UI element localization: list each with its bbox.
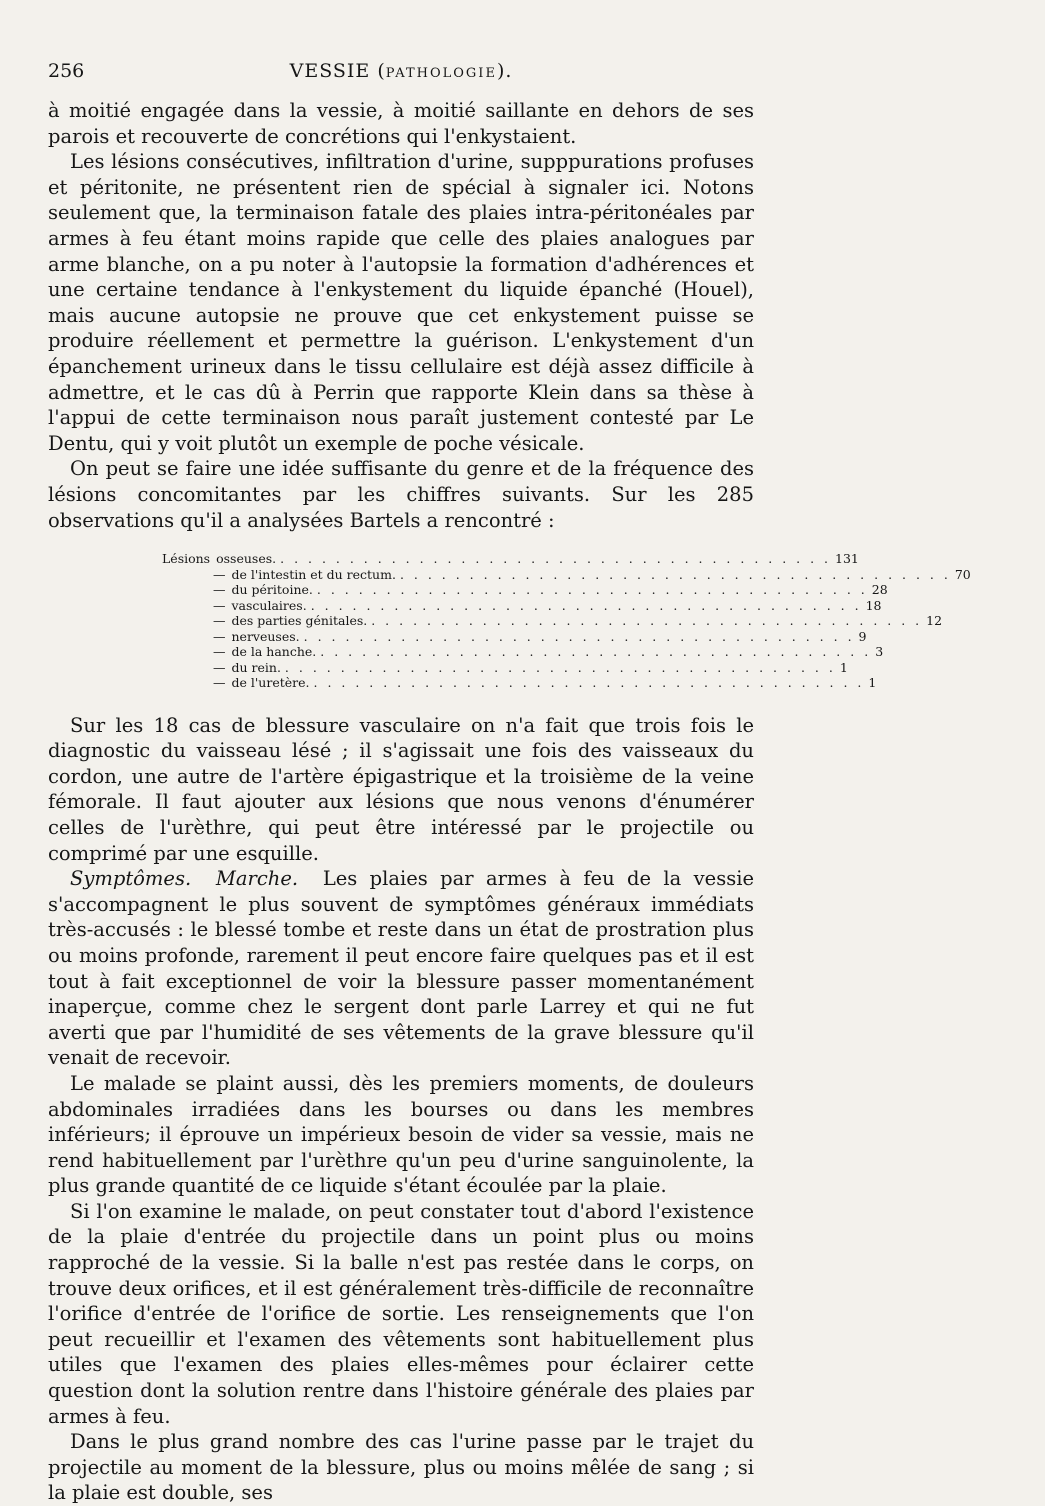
stat-row: [48, 551, 859, 567]
stat-label: [48, 644, 316, 660]
stat-label: [48, 567, 396, 583]
stat-row: [48, 613, 943, 629]
leader-dots: . . . . . . . . . . . . . . . . . . . . . . . . . . . . . . . . . . . . . . . .: [313, 675, 865, 691]
stat-label-text: nerveuses.: [231, 628, 300, 644]
running-head-title: VESSIE: [289, 60, 371, 82]
stat-label-text: de l'intestin et du rectum.: [231, 566, 396, 582]
stat-row: [48, 566, 971, 583]
stat-dash: —: [213, 582, 226, 598]
stat-value: 70: [954, 566, 971, 582]
stat-value: 1: [868, 675, 877, 691]
leader-dots: . . . . . . . . . . . . . . . . . . . . . . . . . . . . . . . . . . . . . . . .: [280, 551, 832, 567]
stat-label: [48, 598, 307, 614]
stat-label: [48, 660, 281, 676]
stat-value: 28: [871, 582, 888, 598]
stat-label-text: de la hanche.: [231, 644, 317, 660]
stat-value: 1: [839, 659, 848, 675]
stat-row: [48, 675, 877, 691]
leader-dots: . . . . . . . . . . . . . . . . . . . . . . . . . . . . . . . . . . . . . . . .: [316, 582, 868, 598]
stat-row: [48, 659, 848, 676]
paragraph-bartels: On peut se faire une idée suffisante du genre et de la fréquence des lésions concomitantes par les chiffres suivants. Sur les 285 observations qu'il a analysées Bartels a rencontré :: [48, 457, 754, 532]
leader-dots: . . . . . . . . . . . . . . . . . . . . . . . . . . . . . . . . . . . . . . . .: [310, 597, 862, 613]
stat-dash: —: [213, 659, 226, 675]
paragraph-examen: Si l'on examine le malade, on peut constater tout d'abord l'existence de la plaie d'entrée du projectile dans un point plus ou moins rapproché de la vessie. Si la balle n'est pas restée dans le corps, on trouve deux orifices, et il est généralement très-difficile de reconnaître l'orifice d'entrée de l'orifice de sortie. Les renseignements que l'on peut recueillir et l'examen des vêtements sont habituellement plus utiles que l'examen des plaies elles-mêmes pour éclairer cette question dont la solution rentre dans l'histoire générale des plaies par armes à feu.: [48, 1199, 754, 1428]
stat-row: [48, 597, 882, 614]
stat-dash: —: [213, 644, 226, 660]
section-heading-symptoms: Symptômes.: [70, 867, 192, 891]
page-header: [48, 60, 754, 98]
stat-label-text: du péritoine.: [231, 582, 313, 598]
paragraph-lesions: Les lésions consécutives, infiltration d'urine, supppurations profuses et péritonite, ne présentent rien de spécial à signaler ici. Notons seulement que, la terminaison fatale des plaies intra-péritonéales par armes à feu étant moins rapide que celle des plaies analogues par arme blanche, on a pu noter à l'autopsie la formation d'adhérences et une certaine tendance à l'enkystement du liquide épanché (Houel), mais aucune autopsie ne prouve que cet enkystement puisse se produire réellement et permettre la guérison. L'enkystement d'un épanchement urineux dans le tissu cellulaire est déjà assez difficile à admettre, et le cas dû à Perrin que rapporte Klein dans sa thèse à l'appui de cette terminaison nous paraît justement contesté par Le Dentu, qui y voit plutôt un exemple de poche vésicale.: [48, 150, 754, 455]
paragraph-continuation: à moitié engagée dans la vessie, à moitié saillante en dehors de ses parois et recouverte de concrétions qui l'enkystaient.: [48, 99, 754, 148]
stat-first-label: Lésions: [162, 551, 211, 567]
symptoms-text: Les plaies par armes à feu de la vessie s'accompagnent le plus souvent de symptômes généraux immédiats très-accusés : le blessé tombe et reste dans un état de prostration plus ou moins profonde, rarement il peut encore faire quelques pas et il est tout à fait exceptionnel de voir la blessure passer momentanément inaperçue, comme chez le sergent dont parle Larrey et qui ne fut averti que par l'humidité de ses vêtements de la grave blessure qu'il venait de recevoir.: [48, 867, 754, 1070]
stat-row: [48, 582, 888, 598]
stat-label: [48, 551, 276, 567]
paragraph-malade: Le malade se plaint aussi, dès les premiers moments, de douleurs abdominales irradiées dans les bourses ou dans les membres inférieurs; il éprouve un impérieux besoin de vider sa vessie, mais ne rend habituellement par l'urèthre qu'un peu d'urine sanguinolente, la plus grande quantité de ce liquide s'étant écoulée par la plaie.: [48, 1071, 754, 1198]
leader-dots: . . . . . . . . . . . . . . . . . . . . . . . . . . . . . . . . . . . . . . . .: [284, 659, 836, 675]
stat-label-text: du rein.: [231, 659, 281, 675]
leader-dots: . . . . . . . . . . . . . . . . . . . . . . . . . . . . . . . . . . . . . . . .: [303, 628, 855, 644]
stat-dash: —: [213, 613, 226, 629]
stat-value: 12: [926, 613, 943, 629]
leader-dots: . . . . . . . . . . . . . . . . . . . . . . . . . . . . . . . . . . . . . . . .: [399, 566, 951, 582]
stat-dash: —: [213, 628, 226, 644]
stat-row: [48, 628, 867, 645]
running-head: VESSIE (PATHOLOGIE).: [289, 60, 513, 82]
paragraph-symptoms: [48, 866, 754, 1071]
stat-dash: —: [213, 597, 226, 613]
stat-label-text: de l'uretère.: [231, 675, 310, 691]
lesion-statistics-table: [48, 551, 971, 691]
stat-label-text: des parties génitales.: [231, 613, 368, 629]
stat-dash: —: [213, 675, 226, 691]
stat-label-text: vasculaires.: [231, 597, 307, 613]
stat-value: 9: [858, 628, 867, 644]
stat-label: [48, 675, 310, 691]
leader-dots: . . . . . . . . . . . . . . . . . . . . . . . . . . . . . . . . . . . . . . . .: [320, 644, 872, 660]
stat-label: [48, 613, 367, 629]
leader-dots: . . . . . . . . . . . . . . . . . . . . . . . . . . . . . . . . . . . . . . . .: [371, 613, 923, 629]
stat-label: [48, 629, 300, 645]
page-number: 256: [48, 60, 85, 82]
stat-label: [48, 582, 313, 598]
stat-value: 131: [835, 551, 859, 567]
section-heading-marche: Marche.: [215, 867, 299, 891]
paragraph-urine: Dans le plus grand nombre des cas l'urine passe par le trajet du projectile au moment de la blessure, plus ou moins mêlée de sang ; si la plaie est double, ses: [48, 1430, 754, 1505]
stat-dash: —: [213, 566, 226, 582]
stat-value: 18: [865, 597, 882, 613]
stat-label-text: osseuses.: [216, 551, 277, 567]
stat-row: [48, 644, 884, 660]
stat-value: 3: [875, 644, 884, 660]
paragraph-vascular: Sur les 18 cas de blessure vasculaire on n'a fait que trois fois le diagnostic du vaisseau lésé ; il s'agissait une fois des vaisseaux du cordon, une autre de l'artère épigastrique et la troisième de la veine fémorale. Il faut ajouter aux lésions que nous venons d'énumérer celles de l'urèthre, qui peut être intéressé par le projectile ou comprimé par une esquille.: [48, 713, 754, 865]
running-head-subtitle: PATHOLOGIE: [385, 66, 497, 81]
